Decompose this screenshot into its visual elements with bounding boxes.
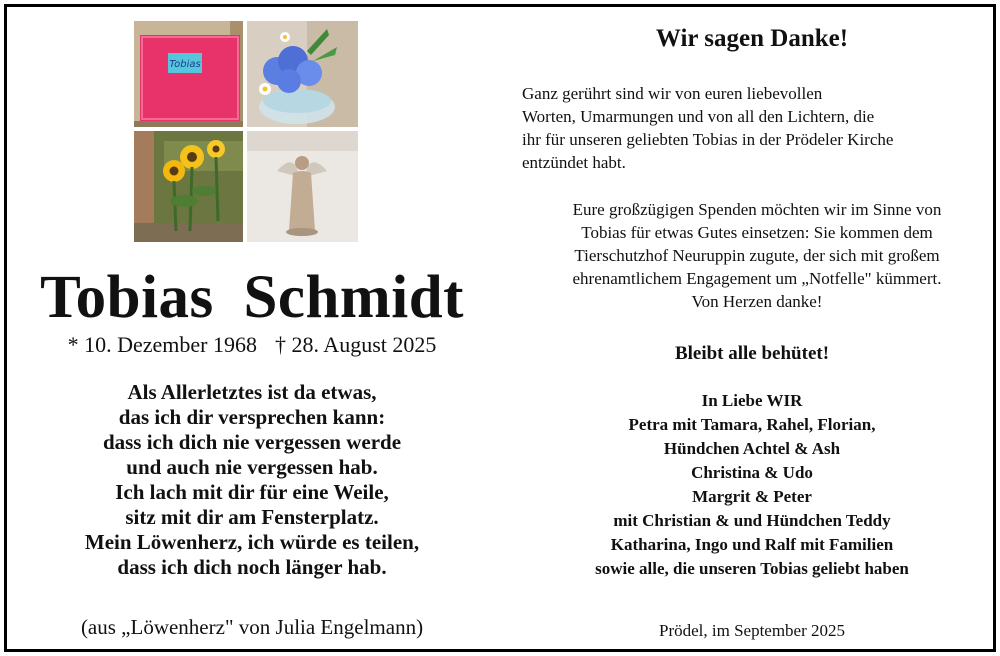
family-line: Margrit & Peter — [692, 487, 812, 506]
poem-line: dass ich dich nie vergessen werde — [102, 430, 402, 454]
family-line: Katharina, Ingo und Ralf mit Familien — [610, 535, 894, 554]
poem-source: (aus „Löwenherz" von Julia Engelmann) — [80, 615, 424, 639]
pink-book-photo — [134, 21, 243, 127]
family-line: Christina & Udo — [691, 463, 813, 482]
poem-line: das ich dir versprechen kann: — [118, 405, 386, 429]
death-date: † 28. August 2025 — [275, 332, 437, 357]
poem-line: dass ich dich noch länger hab. — [117, 555, 387, 579]
blessing-heading: Bleibt alle behütet! — [674, 343, 830, 364]
deceased-name: Tobias Schmidt — [40, 264, 464, 331]
life-dates — [7, 332, 497, 358]
poem-line: Als Allerletztes ist da etwas, — [127, 380, 377, 404]
paragraph-line: Tierschutzhof Neuruppin zugute, der sich mit großem — [574, 246, 940, 265]
paragraph-line: entzündet habt. — [522, 153, 626, 172]
family-line: Hündchen Achtel & Ash — [663, 439, 841, 458]
obituary-card — [4, 4, 996, 652]
paragraph-line: Ganz gerührt sind wir von euren liebevollen — [522, 84, 823, 103]
family-line: In Liebe WIR — [701, 391, 803, 410]
family-signature — [507, 389, 997, 581]
paragraph-line: Tobias für etwas Gutes einsetzen: Sie kommen dem — [581, 223, 933, 242]
memorial-column — [7, 7, 497, 649]
family-line: Petra mit Tamara, Rahel, Florian, — [628, 415, 876, 434]
photo-collage — [134, 21, 358, 242]
paragraph-line: ehrenamtlichem Engagement um „Notfelle" kümmert. — [572, 269, 942, 288]
thanks-column — [507, 7, 997, 649]
paragraph-line: Von Herzen danke! — [691, 292, 823, 311]
paragraph-line: Eure großzügigen Spenden möchten wir im Sinne von — [572, 200, 942, 219]
paragraph-line: ihr für unseren geliebten Tobias in der Prödeler Kirche — [522, 130, 894, 149]
place-and-date: Prödel, im September 2025 — [658, 621, 846, 640]
poem-line: und auch nie vergessen hab. — [126, 455, 378, 479]
thanks-paragraph — [522, 82, 992, 174]
paragraph-line: Worten, Umarmungen und von all den Lichtern, die — [522, 107, 875, 126]
poem-line: Mein Löwenherz, ich würde es teilen, — [84, 530, 420, 554]
poem — [7, 380, 497, 580]
donation-paragraph — [517, 198, 997, 313]
book-label: Tobias — [169, 59, 201, 70]
angel-figurine-photo — [247, 131, 358, 242]
birth-date: * 10. Dezember 1968 — [67, 332, 258, 357]
family-line: sowie alle, die unseren Tobias geliebt haben — [595, 559, 909, 578]
family-line: mit Christian & und Hündchen Teddy — [613, 511, 891, 530]
flower-bowl-photo — [247, 21, 358, 127]
poem-line: Ich lach mit dir für eine Weile, — [115, 480, 389, 504]
poem-line: sitz mit dir am Fensterplatz. — [125, 505, 379, 529]
thanks-title: Wir sagen Danke! — [655, 25, 849, 52]
sunflowers-photo — [134, 131, 243, 242]
